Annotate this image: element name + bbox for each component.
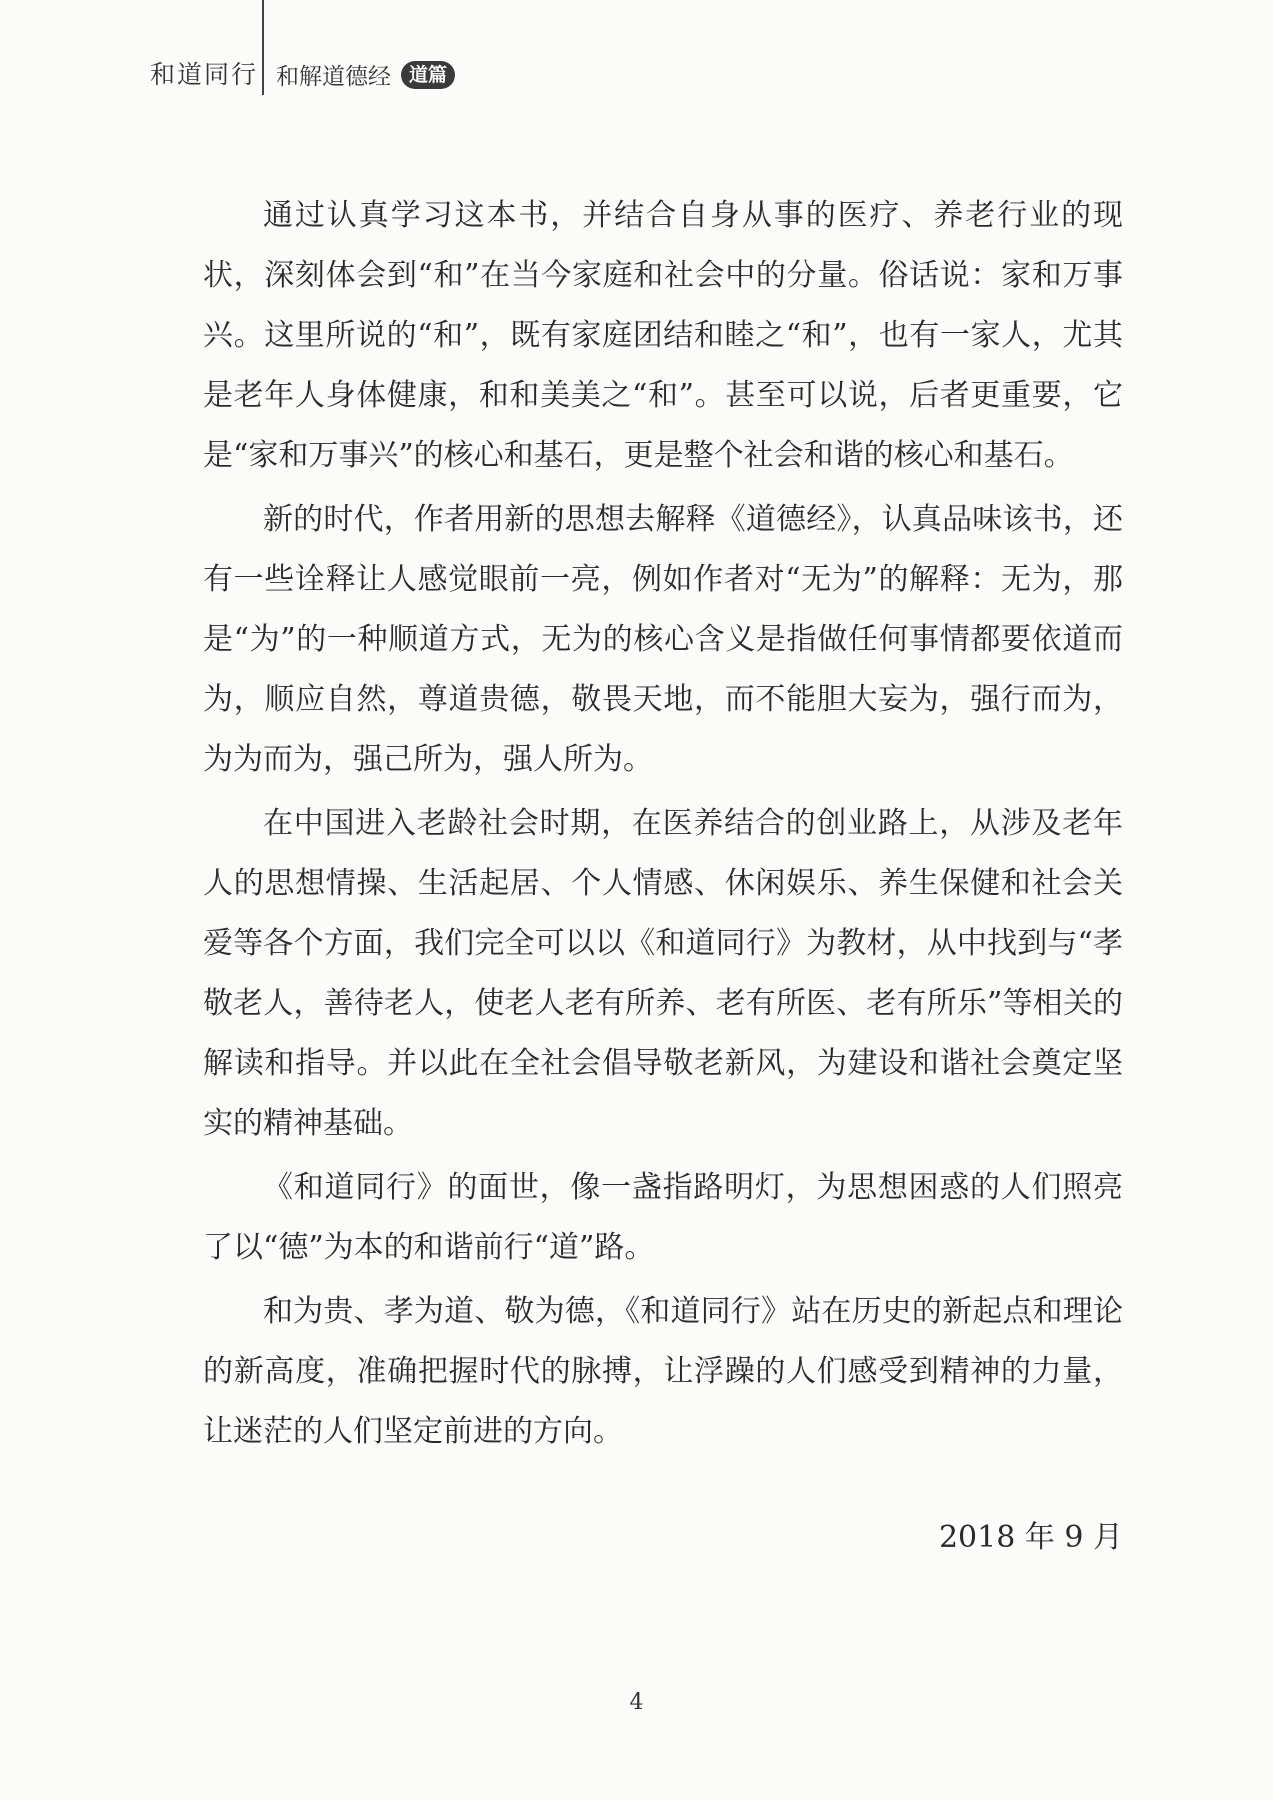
page-number: 4 [629,1690,644,1715]
date: 2018 年 9 月 [938,1520,1123,1555]
paragraph: 《和道同行》的面世，像一盏指路明灯，为思想困惑的人们照亮了以“德”为本的和谐前行“道”路。 [203,1170,1123,1265]
header-badge: 道篇 [401,61,455,89]
paragraph: 和为贵、孝为道、敬为德，《和道同行》站在历史的新起点和理论的新高度，准确把握时代的脉搏，让浮躁的人们感受到精神的力量，让迷茫的人们坚定前进的方向。 [203,1294,1123,1449]
body-text [203,186,1123,1466]
header-series-title: 和解道德经 [276,64,391,90]
header-divider [262,0,264,95]
header-series [276,58,455,91]
running-header [0,0,1273,100]
paragraph: 通过认真学习这本书，并结合自身从事的医疗、养老行业的现状，深刻体会到“和”在当今家庭和社会中的分量。俗话说：家和万事兴。这里所说的“和”，既有家庭团结和睦之“和”，也有一家人，尤其是老年人身体健康，和和美美之“和”。甚至可以说，后者更重要，它是“家和万事兴”的核心和基石，更是整个社会和谐的核心和基石。 [203,198,1123,473]
header-book-title: 和道同行 [150,60,259,89]
paragraph: 在中国进入老龄社会时期，在医养结合的创业路上，从涉及老年人的思想情操、生活起居、个人情感、休闲娱乐、养生保健和社会关爱等各个方面，我们完全可以以《和道同行》为教材，从中找到与“孝敬老人，善待老人，使老人老有所养、老有所医、老有所乐”等相关的解读和指导。并以此在全社会倡导敬老新风，为建设和谐社会奠定坚实的精神基础。 [203,806,1123,1141]
paragraph: 新的时代，作者用新的思想去解释《道德经》，认真品味该书，还有一些诠释让人感觉眼前一亮，例如作者对“无为”的解释：无为，那是“为”的一种顺道方式，无为的核心含义是指做任何事情都要依道而为，顺应自然，尊道贵德，敬畏天地，而不能胆大妄为，强行而为，为为而为，强己所为，强人所为。 [203,502,1123,777]
